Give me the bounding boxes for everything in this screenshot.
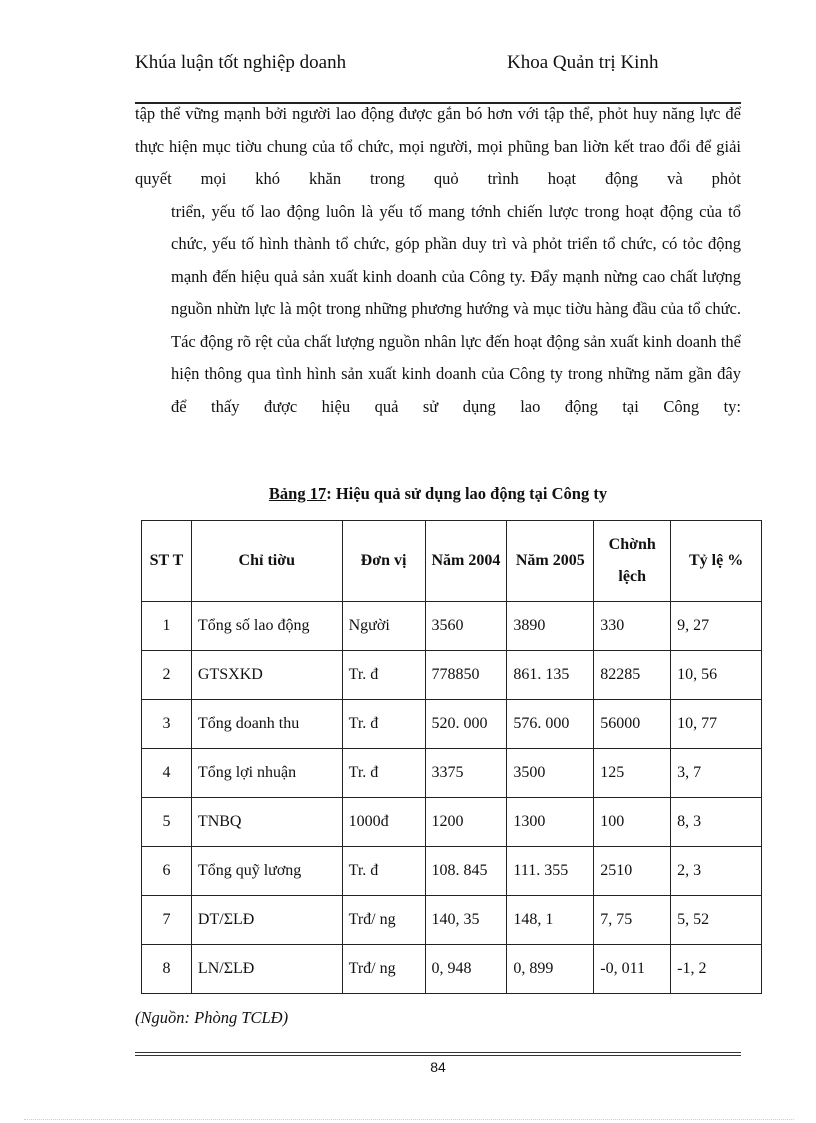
table-cell: 140, 35 xyxy=(425,896,507,945)
table-cell: 82285 xyxy=(594,651,671,700)
table-cell: Tr. đ xyxy=(342,700,425,749)
table-cell: 1 xyxy=(142,602,192,651)
table-caption-label: Bảng 17 xyxy=(268,484,327,503)
table-cell: 148, 1 xyxy=(507,896,594,945)
table-cell: 9, 27 xyxy=(671,602,762,651)
table-cell: 3890 xyxy=(507,602,594,651)
table-cell: 5 xyxy=(142,798,192,847)
table-cell: 1200 xyxy=(425,798,507,847)
table-cell: 2510 xyxy=(594,847,671,896)
table-caption-text: : Hiệu quả sử dụng lao động tại Công ty xyxy=(326,484,608,503)
header-cell: Năm 2004 xyxy=(425,521,507,602)
paragraph-3: Tác động rõ rệt của chất lượng nguồn nhân lực đến hoạt động sản xuất kinh doanh thể hiện thông qua tình hình sản xuất kinh doanh của Công ty trong những năm gần đây để thấy được hiệu quả sử dụng lao động tại Công ty: xyxy=(171,331,741,416)
table-row xyxy=(142,651,762,700)
table-cell: 0, 899 xyxy=(507,945,594,994)
table-cell: 576. 000 xyxy=(507,700,594,749)
table-row xyxy=(142,945,762,994)
table-cell: 520. 000 xyxy=(425,700,507,749)
body-text xyxy=(135,98,741,423)
page-number: 84 xyxy=(430,1059,446,1075)
table-cell: Trđ/ ng xyxy=(342,896,425,945)
table-cell: Tổng lợi nhuận xyxy=(191,749,342,798)
table-cell: TNBQ xyxy=(191,798,342,847)
table-cell: 111. 355 xyxy=(507,847,594,896)
table-cell: DT/ΣLĐ xyxy=(191,896,342,945)
table-cell: 8 xyxy=(142,945,192,994)
header-cell: Chỉ tiờu xyxy=(191,521,342,602)
paragraph-2: triển, yếu tố lao động luôn là yếu tố mang tớnh chiến lược trong hoạt động của tổ chức, yếu tố hình thành tổ chức, góp phần duy trì và phỏt triển tổ chức, có tỏc động mạnh đến hiệu quả sản xuất kinh doanh của Công ty. Đẩy mạnh nừng cao chất lượng nguồn nhừn lực là một trong những phương hướng và mục tiờu hàng đầu của tổ chức. xyxy=(171,201,741,318)
table-cell: 125 xyxy=(594,749,671,798)
table-cell: 100 xyxy=(594,798,671,847)
table-cell: Trđ/ ng xyxy=(342,945,425,994)
table-cell: 4 xyxy=(142,749,192,798)
table-cell: 3500 xyxy=(507,749,594,798)
header-left: Khúa luận tốt nghiệp doanh xyxy=(135,52,347,73)
table-cell: 6 xyxy=(142,847,192,896)
page-header xyxy=(135,46,741,104)
table-cell: 861. 135 xyxy=(507,651,594,700)
table-cell: 3375 xyxy=(425,749,507,798)
table-cell: 778850 xyxy=(425,651,507,700)
header-cell: Năm 2005 xyxy=(507,521,594,602)
table-cell: 3560 xyxy=(425,602,507,651)
header-cell: Đơn vị xyxy=(342,521,425,602)
table-cell: Tổng doanh thu xyxy=(191,700,342,749)
table-cell: Tr. đ xyxy=(342,847,425,896)
table-cell: Người xyxy=(342,602,425,651)
table-header-row xyxy=(142,521,762,602)
table-row xyxy=(142,896,762,945)
table-row xyxy=(142,602,762,651)
table-row xyxy=(142,700,762,749)
table-cell: -1, 2 xyxy=(671,945,762,994)
footer-divider xyxy=(135,1052,741,1056)
table-cell: 56000 xyxy=(594,700,671,749)
table-cell: 10, 77 xyxy=(671,700,762,749)
table-cell: Tổng quỹ lương xyxy=(191,847,342,896)
table-cell: GTSXKD xyxy=(191,651,342,700)
page-edge-divider xyxy=(24,1119,794,1120)
table-cell: 3 xyxy=(142,700,192,749)
paragraph-1: tập thể vững mạnh bởi người lao động được gắn bó hơn với tập thể, phỏt huy năng lực để thực hiện mục tiờu chung của tổ chức, mọi người, mọi phũng ban liờn kết trao đổi để giải quyết mọi khó khăn trong quỏ trình hoạt động và phỏt xyxy=(135,104,741,188)
header-cell: ST T xyxy=(142,521,192,602)
header-cell: Chờnh lệch xyxy=(594,521,671,602)
table-cell: 2 xyxy=(142,651,192,700)
table-cell: 330 xyxy=(594,602,671,651)
table-row xyxy=(142,847,762,896)
table-cell: 5, 52 xyxy=(671,896,762,945)
efficiency-table xyxy=(141,520,762,994)
table-cell: Tr. đ xyxy=(342,749,425,798)
table-cell: Tr. đ xyxy=(342,651,425,700)
table-row xyxy=(142,749,762,798)
table-cell: Tổng số lao động xyxy=(191,602,342,651)
table-cell: 0, 948 xyxy=(425,945,507,994)
table-caption xyxy=(135,484,741,504)
table-cell: 10, 56 xyxy=(671,651,762,700)
table-cell: 1000đ xyxy=(342,798,425,847)
header-cell: Tỷ lệ % xyxy=(671,521,762,602)
table-cell: -0, 011 xyxy=(594,945,671,994)
table-cell: 3, 7 xyxy=(671,749,762,798)
table-cell: 7 xyxy=(142,896,192,945)
table-cell: 1300 xyxy=(507,798,594,847)
table-cell: 7, 75 xyxy=(594,896,671,945)
table-cell: LN/ΣLĐ xyxy=(191,945,342,994)
table-cell: 2, 3 xyxy=(671,847,762,896)
table-cell: 108. 845 xyxy=(425,847,507,896)
header-right: Khoa Quản trị Kinh xyxy=(507,52,659,73)
table-row xyxy=(142,798,762,847)
table-cell: 8, 3 xyxy=(671,798,762,847)
table-source: (Nguồn: Phòng TCLĐ) xyxy=(135,1008,289,1027)
